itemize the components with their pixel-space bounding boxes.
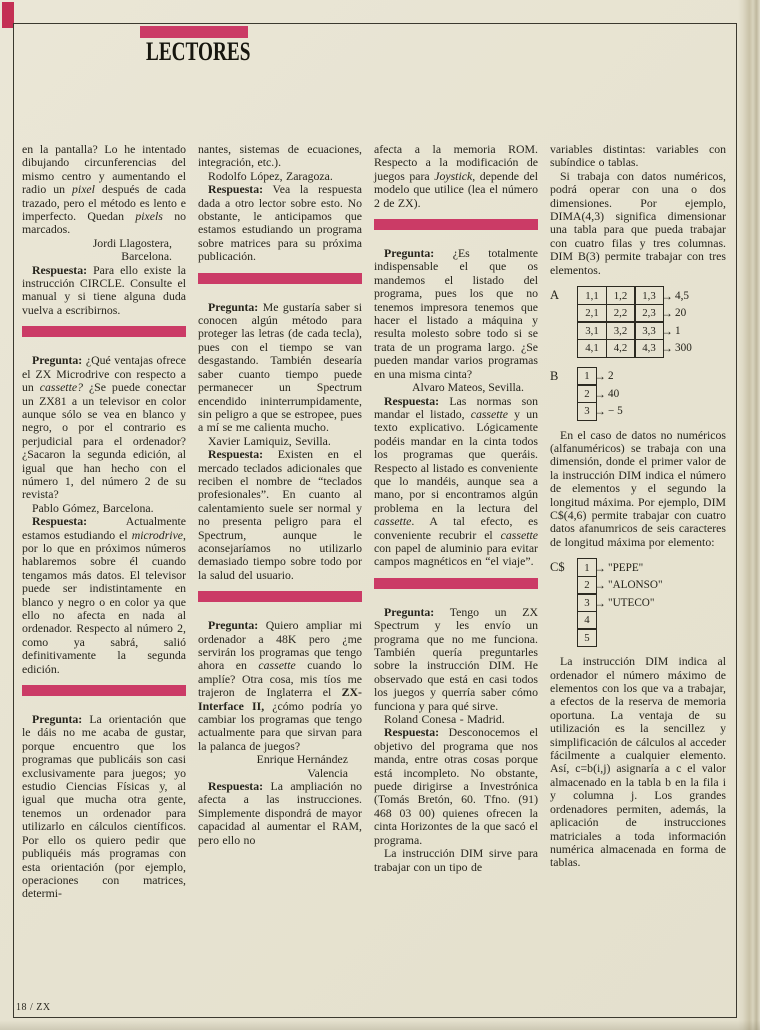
paragraph	[22, 264, 186, 318]
paragraph	[550, 143, 726, 170]
text: en la pantalla? Lo he intentado dibujando circunferencias del mismo centro y aumentando el radio un	[22, 143, 186, 197]
paragraph	[22, 354, 186, 501]
arrow-right-icon: →	[661, 341, 673, 356]
signature-line: Jordi Llagostera,	[92, 235, 172, 250]
text: Para ello existe la instrucción CIRCLE. Consulte el manual y si tiene alguna duda vuelva a escribirnos.	[22, 262, 186, 317]
dim-diagram-label: C$	[550, 560, 565, 575]
paragraph	[198, 448, 362, 582]
dim-cell: 1	[577, 367, 597, 386]
dim-cell: 3	[577, 402, 597, 421]
text: ¿Qué ventajas ofrece el ZX Microdrive con respecto a un	[22, 353, 186, 395]
dim-cell: 2,2	[606, 304, 636, 323]
dim-grid	[577, 558, 663, 647]
dim-value: "UTECO"	[608, 596, 655, 609]
bold-text: Pregunta:	[384, 604, 435, 619]
page-number: 18 / ZX	[16, 1002, 51, 1013]
bold-text: Pregunta:	[208, 299, 259, 314]
page-title: LECTORES	[146, 37, 251, 66]
paragraph	[198, 183, 362, 263]
bold-text: Respuesta:	[32, 262, 88, 277]
dim-row	[577, 286, 692, 305]
signature	[198, 753, 362, 780]
text: afecta a la memoria ROM. Respecto a la modificación de juegos para	[374, 143, 538, 183]
dim-row	[577, 367, 623, 386]
dim-cell: 5	[577, 628, 597, 647]
dim-value: − 5	[608, 405, 623, 418]
dim-cell: 4,1	[577, 339, 607, 358]
italic-text: cassette	[500, 527, 538, 542]
text: Las normas son mandar el listado,	[374, 393, 538, 421]
paragraph	[198, 435, 362, 448]
dim-row	[577, 402, 623, 421]
dim-value: 4,5	[675, 289, 689, 302]
paragraph	[374, 847, 538, 874]
signature	[22, 237, 186, 264]
paragraph	[198, 170, 362, 183]
text: En el caso de datos no numéricos (alfanuméricos) se trabaja con una dimensión, donde el primer valor de la instrucción DIM indica el número de elementos y el segundo la longitud máxima. Por ejemplo, DIM C$(4,6) permite trabajar con cuatro datos afanumricos de seis caracteres de longitud máxima por elemento:	[550, 427, 726, 549]
text: Pablo Gómez, Barcelona.	[32, 500, 154, 515]
dim-diagram	[550, 367, 726, 421]
italic-text: cassette	[374, 514, 412, 529]
text: Vea la respuesta dada a otro lector sobre esto. No obstante, le anticipamos que estamos estudiando un programa sobre matrices para su próxima publicación.	[198, 182, 362, 264]
dim-cell: 3	[577, 593, 597, 612]
column	[550, 143, 726, 1021]
dim-value: 20	[675, 307, 687, 320]
bold-text: Respuesta:	[32, 514, 88, 529]
signature	[374, 381, 538, 394]
corner-red-mark	[2, 2, 14, 28]
dim-row	[577, 576, 663, 595]
text: . A tal efecto, es conveniente recubrir el	[374, 514, 538, 542]
paragraph	[22, 502, 186, 515]
italic-text: cassette?	[39, 380, 83, 395]
text: ¿Se puede conectar un ZX81 a un televisor en color aunque sólo se vea en blanco y negro, o por el contrario es perjudicial para el ordenador? ¿Sacaron la segunda edición, al igual que han hecho con el número 1, del número 2 de su revista?	[22, 380, 186, 502]
paragraph	[198, 619, 362, 753]
text: después de cada trazado, pero el método es lento e imperfecto. Quedan	[22, 182, 186, 224]
dim-cell: 1,1	[577, 286, 607, 305]
dim-value: 300	[675, 342, 692, 355]
section-separator-bar	[22, 685, 186, 696]
dim-row	[577, 593, 663, 612]
bold-text: Respuesta:	[208, 779, 264, 794]
dim-value: "PEPE"	[608, 561, 644, 574]
section-separator-bar	[22, 326, 186, 337]
paragraph	[22, 713, 186, 901]
italic-text: Joystick	[434, 168, 473, 183]
text: variables distintas: variables con subíndice o tablas.	[550, 143, 726, 170]
text: , depende del modelo que utilice (lea el número 2 de ZX).	[374, 168, 538, 210]
signature-line: Barcelona.	[121, 249, 172, 264]
column	[22, 143, 186, 1021]
dim-cell: 3,1	[577, 321, 607, 340]
text: La instrucción DIM sirve para trabajar con un tipo de	[374, 846, 538, 874]
dim-diagram	[550, 558, 726, 647]
paragraph	[198, 143, 362, 170]
bold-text: Respuesta:	[208, 447, 264, 462]
text: Si trabaja con datos numéricos, podrá operar con una o dos dimensiones. Por ejemplo, DIMA(4,3) significa dimensionar una tabla para que pueda trabajar con cuatro filas y tres columnas. DIM B(3) permite trabajar con tres elementos.	[550, 168, 726, 277]
text: Actualmente estamos estudiando el	[22, 514, 186, 542]
page-edge-shadow	[738, 0, 760, 1030]
paragraph	[374, 395, 538, 569]
bottom-edge-shadow	[0, 1020, 760, 1030]
text: La ampliación no afecta a las instrucciones. Simplemente dispondrá de mayor capacidad al aumentar el RAM, pero ello no	[198, 779, 362, 847]
dim-cell: 2	[577, 384, 597, 403]
text: no marcados.	[22, 209, 186, 237]
dim-cell: 4	[577, 611, 597, 630]
paragraph	[22, 515, 186, 676]
text: ¿cómo podría yo cambiar los programas que tengo actualmente para que sirvan para la palanca de juegos?	[198, 698, 362, 753]
column	[198, 143, 362, 1021]
paragraph	[198, 780, 362, 847]
text: , por lo que en próximos números hablaremos sobre él cuando tengamos más datos. El televisor puede ser indistintamente en blanco y negro o en color ya que ello no afecta en nada al ordenador. Respecto al número 2, como ya sabrá, salió definitivamente la segunda edición.	[22, 527, 186, 676]
dim-row	[577, 339, 692, 358]
columns-container	[22, 143, 726, 1021]
bold-text: Pregunta:	[208, 618, 259, 633]
text: Tengo un ZX Spectrum y les envío un programa que no me funciona. También quería preguntarles sobre la instrucción DIM. He observado que está en casi todos los juegos y querría saber cómo funciona y para qué sirve.	[374, 604, 538, 713]
dim-grid	[577, 286, 692, 358]
dim-value: 40	[608, 387, 620, 400]
text: Xavier Lamiquiz, Sevilla.	[208, 433, 331, 448]
arrow-right-icon: →	[594, 404, 606, 419]
text: Roland Conesa - Madrid.	[384, 712, 505, 727]
text: La orientación que le dáis no me acaba de gustar, porque encuentro que los programas que publicáis son casi exclusivamente para juegos; yo estudio Ciencias Físicas y, al igual que mucha otra gente, tenemos un ordenador para utilizarlo en cálculos científicos. Por ello os quiero pedir que publiquéis más programas con esta orientación (por ejemplo, operaciones con matrices, determi-	[22, 712, 186, 901]
dim-cell: 3,2	[606, 321, 636, 340]
text: nantes, sistemas de ecuaciones, integración, etc.).	[198, 143, 362, 170]
dim-value: "ALONSO"	[608, 579, 663, 592]
signature-line: Alvaro Mateos, Sevilla.	[411, 380, 524, 395]
paragraph	[374, 606, 538, 713]
text: ¿Es totalmente indispensable el que os mandemos el listado del programa, pues los que no tenemos impresora tenemos que hacer el listado a máquina y resulta molesto sobre todo si se trata de un programa largo. ¿Se pueden mandar varios programas en una misma cinta?	[374, 246, 538, 381]
dim-cell: 2,3	[634, 304, 664, 323]
paragraph	[550, 655, 726, 870]
section-separator-bar	[374, 578, 538, 589]
text: Desconocemos el objetivo del programa que nos manda, entre otras cosas porque está incompleto. No obstante, puede dirigirse a Investrónica (Tomás Bretón, 60. Tfno. (91) 468 03 00) quienes ofrecen la cinta Horizontes de la que sacó el programa.	[374, 725, 538, 847]
text: Quiero ampliar mi ordenador a 48K pero ¿me servirán los programas que tengo ahora en	[198, 618, 362, 673]
text: cuando lo amplíe? Otra cosa, mis tíos me trajeron de Inglaterra el	[198, 658, 362, 700]
dim-cell: 4,2	[606, 339, 636, 358]
dim-row	[577, 558, 663, 577]
arrow-right-icon: →	[594, 386, 606, 401]
paragraph	[198, 301, 362, 435]
text: Rodolfo López, Zaragoza.	[208, 168, 333, 183]
dim-row	[577, 384, 623, 403]
arrow-right-icon: →	[661, 306, 673, 321]
bold-text: ZX-Interface II,	[198, 685, 362, 713]
italic-text: cassette	[470, 406, 509, 421]
bold-text: Pregunta:	[32, 353, 83, 368]
signature-line: Valencia	[307, 765, 348, 780]
text: y un texto explicativo. Lógicamente podéis mandar en la cinta todos los programas que queráis. Respecto al listado es conveniente que lo mandéis, aunque sea a mano, por si encontramos algún problema en la lectura del	[374, 406, 539, 515]
text: con papel de aluminio para evitar campos magnéticos en “el viaje”.	[374, 540, 538, 569]
dim-diagram-label: B	[550, 368, 559, 383]
section-separator-bar	[198, 591, 362, 602]
dim-cell: 1	[577, 558, 597, 577]
bold-text: Respuesta:	[208, 182, 264, 197]
dim-grid	[577, 367, 623, 421]
dim-value: 2	[608, 370, 614, 383]
dim-row	[577, 611, 663, 630]
paragraph	[374, 713, 538, 726]
arrow-right-icon: →	[661, 288, 673, 303]
signature-line: Enrique Hernández	[256, 752, 348, 767]
paragraph	[550, 170, 726, 277]
italic-text: pixel	[72, 182, 95, 197]
italic-text: cassette	[258, 658, 296, 673]
bold-text: Respuesta:	[384, 393, 440, 408]
dim-row	[577, 304, 692, 323]
italic-text: pixels	[135, 209, 163, 224]
dim-cell: 2	[577, 576, 597, 595]
dim-value: 1	[675, 324, 681, 337]
arrow-right-icon: →	[594, 560, 606, 575]
dim-row	[577, 628, 663, 647]
arrow-right-icon: →	[594, 369, 606, 384]
dim-diagram	[550, 286, 726, 358]
dim-diagram-label: A	[550, 288, 560, 303]
arrow-right-icon: →	[661, 323, 673, 338]
italic-text: microdrive	[131, 527, 184, 542]
dim-cell: 1,3	[634, 286, 664, 305]
column	[374, 143, 538, 1021]
dim-cell: 2,1	[577, 304, 607, 323]
arrow-right-icon: →	[594, 578, 606, 593]
paragraph	[22, 143, 186, 237]
section-separator-bar	[374, 219, 538, 230]
arrow-right-icon: →	[594, 595, 606, 610]
section-separator-bar	[198, 273, 362, 284]
bold-text: Pregunta:	[384, 246, 435, 261]
paragraph	[374, 726, 538, 847]
text: Existen en el mercado teclados adicionales que reciben el nombre de “teclados profesionales”. En cuanto al calentamiento suele ser normal y no presenta peligro para el Spectrum, aunque le aconsejaríamos no utilizarlo demasiado tiempo sobre todo por la salud del usuario.	[198, 447, 362, 582]
bold-text: Pregunta:	[32, 712, 83, 727]
paragraph	[550, 429, 726, 550]
text: Me gustaría saber si conocen algún método para proteger las letras (de cada tecla), pues con el tiempo se van desgastando. También desearía saber cuanto tiempo puede permanecer un Spectrum encendido ininterrumpidamente, sin peligro a que se estropee, pues a mí se me calienta mucho.	[198, 299, 362, 435]
bold-text: Respuesta:	[384, 725, 440, 740]
dim-cell: 1,2	[606, 286, 636, 305]
text: La instrucción DIM indica al ordenador el número máximo de elementos con los que va a trabajar, a efectos de la reserva de memoria oportuna. La ventaja de su utilización es la sencillez y simplificación de cálculos al acceder fácilmente a cualquier elemento. Así, c=b(i,j) asignaría a c el valor almacenado en la tabla b en la fila i y columna j. Los grandes ordenadores permiten, además, la aplicación de instrucciones matriciales a toda información numérica almacenada en forma de tablas.	[550, 654, 726, 870]
dim-cell: 4,3	[634, 339, 664, 358]
paragraph	[374, 143, 538, 210]
dim-cell: 3,3	[634, 321, 664, 340]
paragraph	[374, 247, 538, 381]
dim-row	[577, 321, 692, 340]
